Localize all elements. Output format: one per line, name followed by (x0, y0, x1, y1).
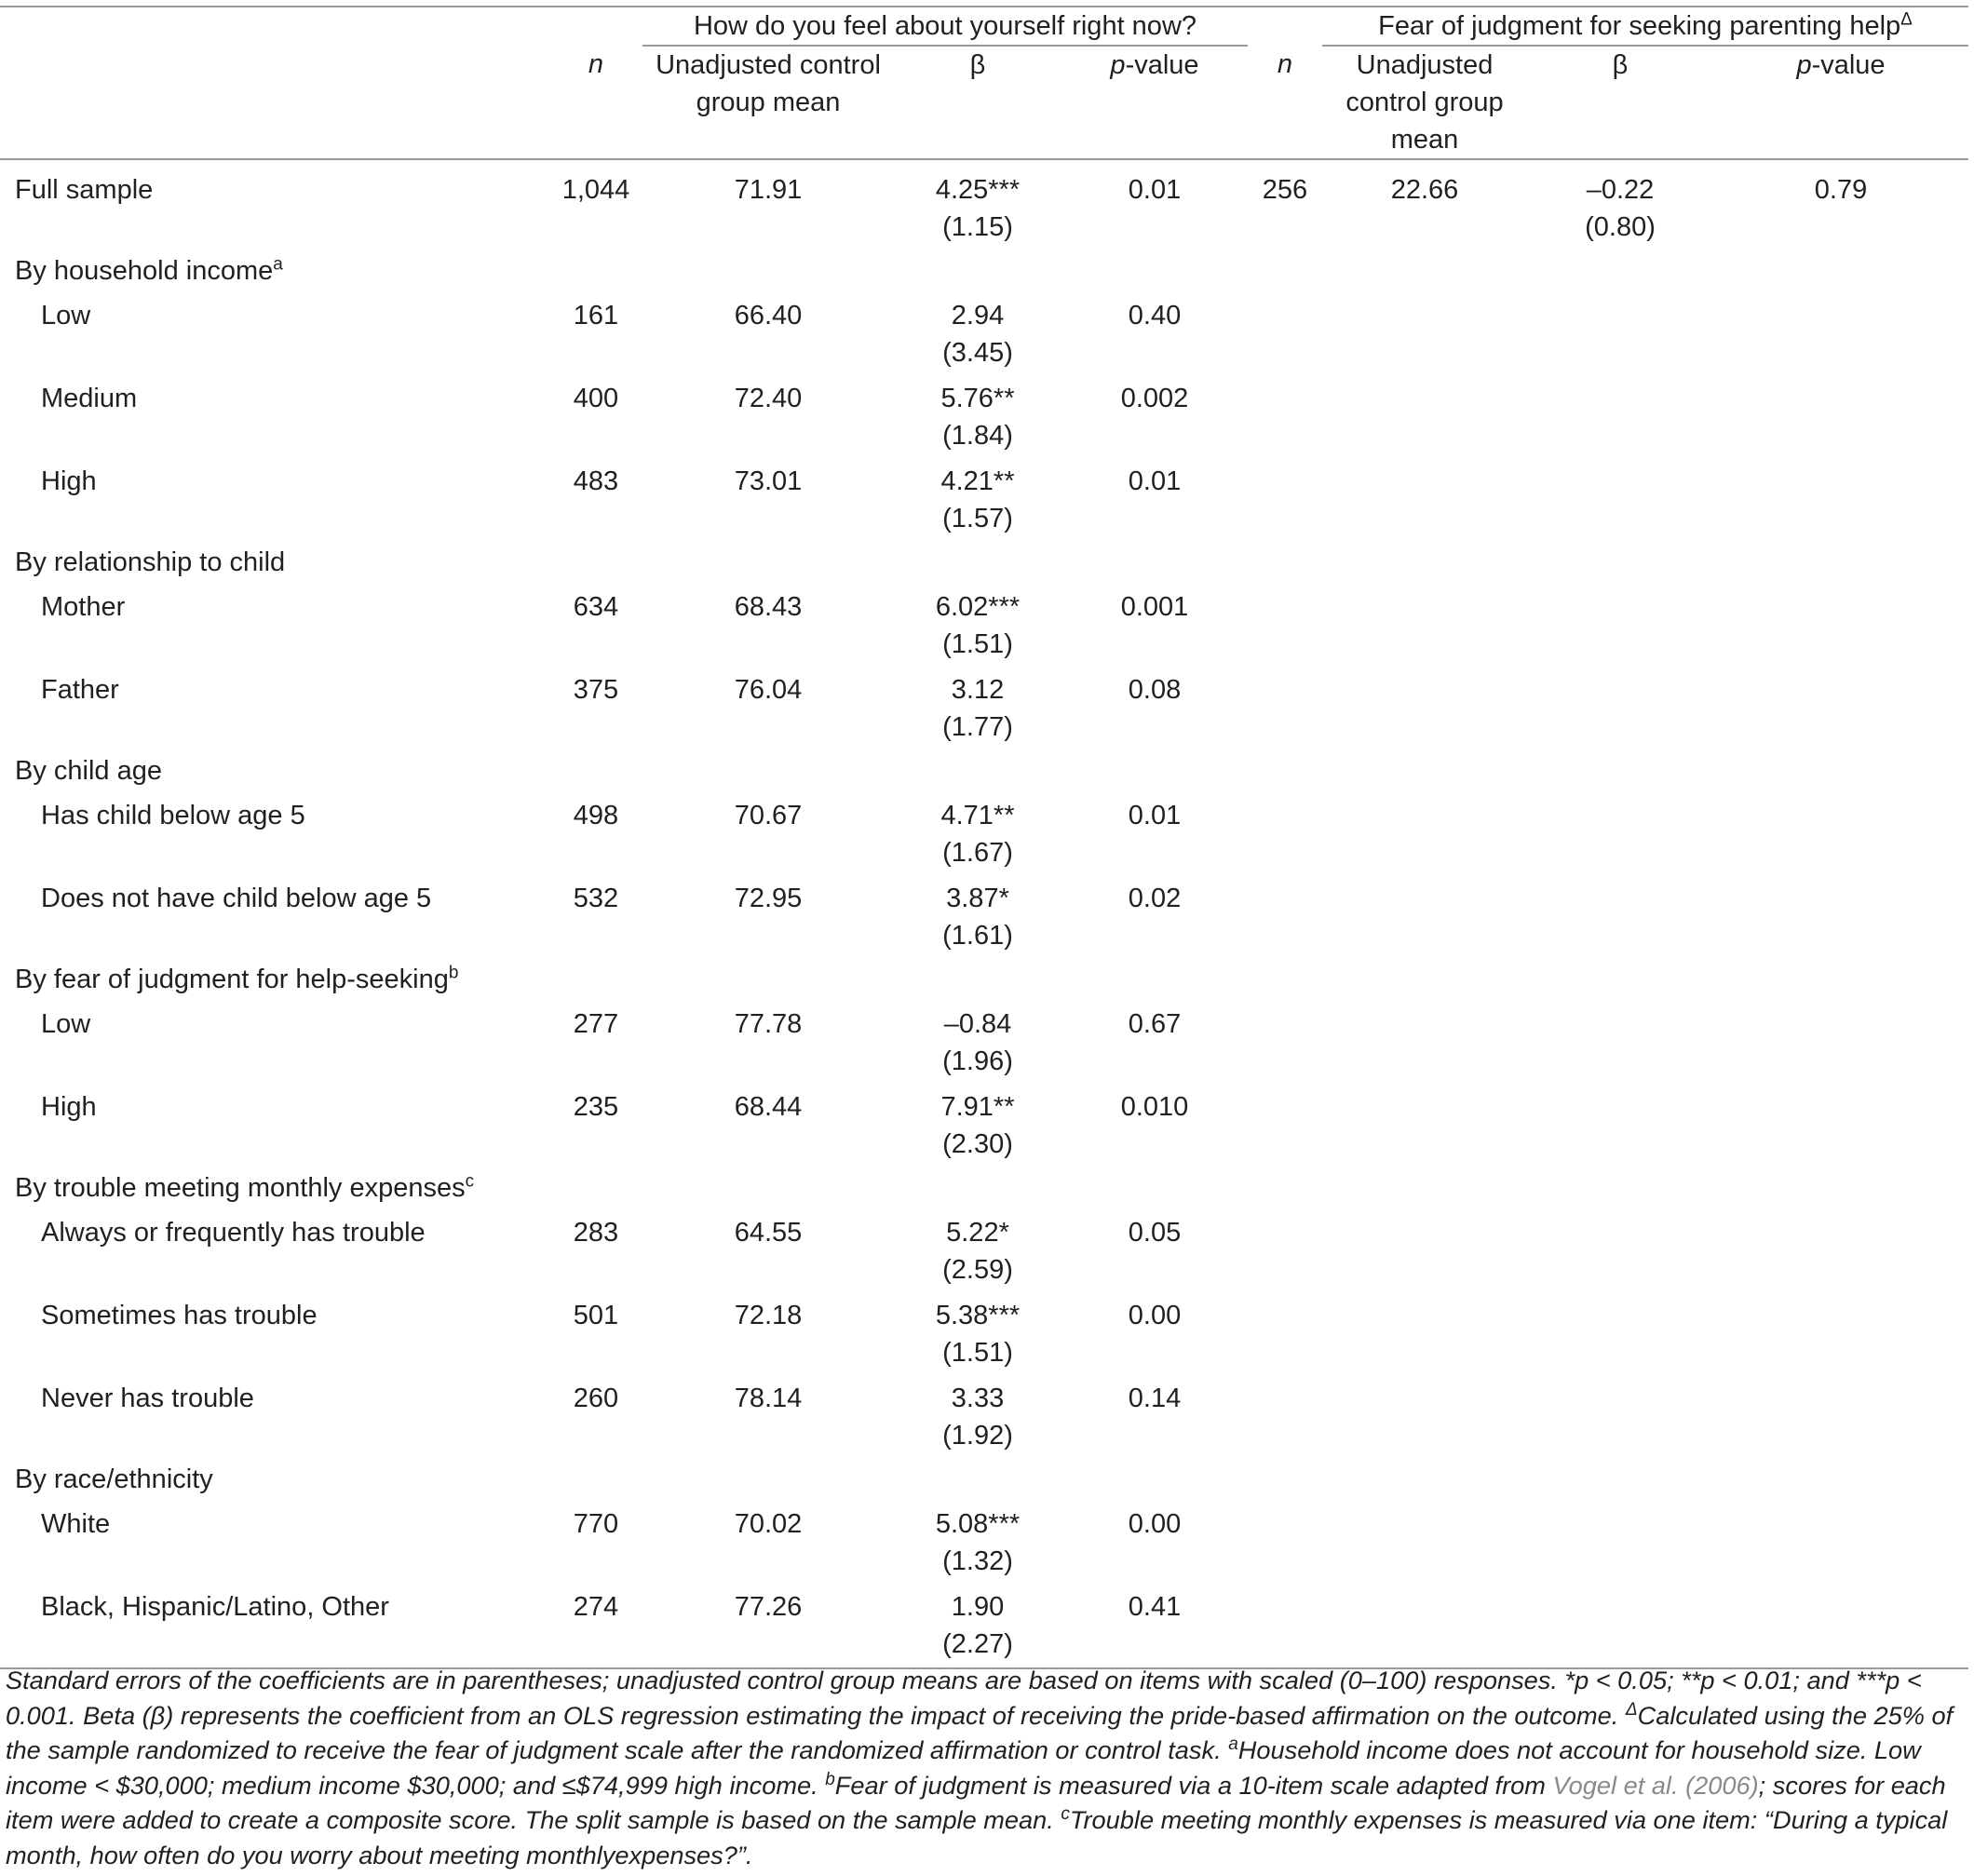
row-label: Has child below age 5 (41, 801, 305, 830)
standard-error: (1.67) (942, 838, 1013, 868)
section-header-row (0, 250, 1968, 293)
row-label: Medium (41, 384, 138, 413)
cell-mean-2 (1322, 1002, 1527, 1085)
cell-n: 498 (573, 801, 619, 830)
cell-p-value-2 (1713, 876, 1968, 959)
cell-n-2 (1248, 1502, 1322, 1585)
cell-n-2 (1248, 293, 1322, 376)
cell-p-value: 0.01 (1128, 175, 1182, 205)
standard-error: (2.59) (942, 1255, 1013, 1285)
table-row (0, 585, 1968, 668)
cell-n-2 (1248, 1002, 1322, 1085)
cell-n: 501 (573, 1301, 619, 1330)
cell-p-value-2 (1713, 1210, 1968, 1293)
standard-error: (2.27) (942, 1629, 1013, 1659)
col-beta: β (969, 50, 986, 80)
cell-beta (894, 1376, 1061, 1459)
cell-beta (894, 1085, 1061, 1167)
cell-n: 375 (573, 675, 619, 705)
section-header-row (0, 750, 1968, 793)
cell-p-value-2 (1713, 293, 1968, 376)
cell-p-value: 0.00 (1128, 1509, 1182, 1539)
cell-n: 283 (573, 1218, 619, 1248)
row-label: Black, Hispanic/Latino, Other (41, 1592, 389, 1622)
cell-n: 161 (573, 301, 619, 331)
cell-p-value: 0.001 (1120, 592, 1189, 622)
coefficient: 1.90 (951, 1592, 1005, 1622)
standard-error: (1.51) (942, 1338, 1013, 1368)
cell-p-value-2: 0.79 (1814, 175, 1868, 205)
cell-n: 260 (573, 1383, 619, 1413)
cell-mean: 66.40 (734, 301, 803, 331)
section-label: By relationship to child (15, 547, 286, 577)
cell-beta (894, 585, 1061, 668)
cell-n-2 (1248, 376, 1322, 459)
cell-p-value-2 (1713, 668, 1968, 750)
cell-mean: 64.55 (734, 1218, 803, 1248)
section-header-row (0, 1459, 1968, 1502)
section-label: By household income$^a$ (15, 254, 283, 286)
table-row (0, 1585, 1968, 1668)
cell-mean: 70.02 (734, 1509, 803, 1539)
col-n: n (588, 49, 604, 79)
coefficient: 5.38*** (935, 1301, 1021, 1330)
cell-p-value: 0.010 (1120, 1092, 1189, 1122)
cell-mean: 76.04 (734, 675, 803, 705)
col-mean: Unadjusted control group mean (656, 50, 881, 117)
table-row (0, 376, 1968, 459)
cell-mean-2 (1322, 1085, 1527, 1167)
coefficient: 3.12 (951, 675, 1005, 705)
coefficient: 4.21** (940, 466, 1015, 496)
standard-error: (1.57) (942, 504, 1013, 533)
cell-p-value-2 (1713, 1502, 1968, 1585)
cell-n: 634 (573, 592, 619, 622)
cell-n-2 (1248, 668, 1322, 750)
standard-error: (0.80) (1585, 212, 1656, 242)
table-row (0, 159, 1968, 250)
coefficient: 6.02*** (935, 592, 1021, 622)
cell-mean-2 (1322, 793, 1527, 876)
coefficient: 4.25*** (935, 175, 1021, 205)
cell-beta-2 (1527, 876, 1713, 959)
cell-beta-2 (1527, 793, 1713, 876)
cell-p-value: 0.08 (1128, 675, 1182, 705)
row-label: Does not have child below age 5 (41, 884, 432, 913)
standard-error: (1.32) (942, 1546, 1013, 1576)
cell-beta-2 (1527, 1585, 1713, 1668)
cell-mean-2 (1322, 876, 1527, 959)
results-table (0, 6, 1968, 1669)
row-label: High (41, 1092, 97, 1122)
coefficient: 3.33 (951, 1383, 1005, 1413)
section-label: By trouble meeting monthly expenses$^c$ (15, 1171, 475, 1203)
cell-beta-2 (1527, 1502, 1713, 1585)
cell-n: 235 (573, 1092, 619, 1122)
cell-p-value-2 (1713, 585, 1968, 668)
cell-p-value-2 (1713, 1585, 1968, 1668)
cell-n: 277 (573, 1009, 619, 1039)
cell-mean-2 (1322, 1585, 1527, 1668)
cell-p-value: 0.41 (1128, 1592, 1182, 1622)
col-p-value-2: p-value (1796, 50, 1886, 80)
cell-n-2 (1248, 1585, 1322, 1668)
cell-mean-2: 22.66 (1390, 175, 1459, 205)
col-p-value: p-value (1110, 50, 1199, 80)
cell-p-value-2 (1713, 1085, 1968, 1167)
cell-n-2 (1248, 585, 1322, 668)
cell-mean: 78.14 (734, 1383, 803, 1413)
cell-n: 770 (573, 1509, 619, 1539)
row-label: Never has trouble (41, 1383, 254, 1413)
cell-n-2 (1248, 876, 1322, 959)
coefficient: 3.87* (946, 884, 1009, 913)
cell-p-value: 0.02 (1128, 884, 1182, 913)
cell-p-value: 0.67 (1128, 1009, 1182, 1039)
row-label: Sometimes has trouble (41, 1301, 318, 1330)
standard-error: (1.96) (942, 1046, 1013, 1076)
row-label: High (41, 466, 97, 496)
cell-beta (894, 293, 1061, 376)
cell-beta-2 (1527, 293, 1713, 376)
row-label: White (41, 1509, 111, 1539)
cell-n-2 (1248, 793, 1322, 876)
cell-beta (894, 1210, 1061, 1293)
cell-n: 532 (573, 884, 619, 913)
cell-n: 1,044 (561, 175, 630, 205)
cell-beta-2 (1527, 1085, 1713, 1167)
table-row (0, 1502, 1968, 1585)
cell-beta-2 (1527, 159, 1713, 250)
cell-mean: 68.43 (734, 592, 803, 622)
table-row (0, 1210, 1968, 1293)
standard-error: (2.30) (942, 1129, 1013, 1159)
cell-n: 400 (573, 384, 619, 413)
cell-beta (894, 668, 1061, 750)
column-group-header (0, 7, 1968, 46)
coefficient: –0.22 (1586, 175, 1655, 205)
cell-beta-2 (1527, 1293, 1713, 1376)
cell-beta-2 (1527, 1210, 1713, 1293)
cell-p-value-2 (1713, 459, 1968, 542)
cell-p-value: 0.14 (1128, 1383, 1182, 1413)
cell-beta-2 (1527, 459, 1713, 542)
standard-error: (1.61) (942, 921, 1013, 951)
coefficient: 5.76** (940, 384, 1015, 413)
table-row (0, 876, 1968, 959)
standard-error: (1.84) (942, 421, 1013, 451)
cell-n: 483 (573, 466, 619, 496)
cell-n-2 (1248, 1210, 1322, 1293)
cell-p-value: 0.01 (1128, 801, 1182, 830)
cell-mean: 71.91 (734, 175, 803, 205)
cell-beta (894, 159, 1061, 250)
table-row (0, 293, 1968, 376)
row-label: Low (41, 301, 91, 331)
coefficient: 2.94 (951, 301, 1005, 331)
row-label: Low (41, 1009, 91, 1039)
cell-p-value: 0.05 (1128, 1218, 1182, 1248)
cell-mean: 72.40 (734, 384, 803, 413)
table-footnote: Standard errors of the coefficients are in parentheses; unadjusted control group means are based on items with scaled (0–100) responses. *p < 0.05; **p < 0.01; and ***p < 0.001. Beta (β) represents the coefficient from an OLS regression estimating the impact of receiving the pride-based affirmation on the outcome. $^\Delta$Calculated using the 25% of the sample randomized to receive the fear of judgment scale after the randomized affirmation or control task. $^a$Household income does not account for household size. Low income < $30,000; medium income $30,000; and ≤$74,999 high income. $^b$Fear of judgment is measured via a 10-item scale adapted from Vogel et al. (2006); scores for each item were added to create a composite score. The split sample is based on the sample mean. $^c$Trouble meeting monthly expenses is measured via one item: “During a typical month, how often do you worry about meeting monthlyexpenses?”. (6, 1666, 1954, 1869)
standard-error: (1.77) (942, 712, 1013, 742)
coefficient: 4.71** (940, 801, 1015, 830)
cell-p-value-2 (1713, 376, 1968, 459)
cell-n-2 (1248, 1085, 1322, 1167)
cell-p-value: 0.01 (1128, 466, 1182, 496)
cell-mean-2 (1322, 459, 1527, 542)
table-row (0, 668, 1968, 750)
cell-mean-2 (1322, 585, 1527, 668)
coefficient: 5.08*** (935, 1509, 1021, 1539)
cell-mean-2 (1322, 1502, 1527, 1585)
standard-error: (1.92) (942, 1421, 1013, 1451)
cell-p-value-2 (1713, 1376, 1968, 1459)
cell-n: 274 (573, 1592, 619, 1622)
row-label: Father (41, 675, 119, 705)
cell-beta (894, 1293, 1061, 1376)
cell-mean-2 (1322, 1376, 1527, 1459)
cell-mean: 72.18 (734, 1301, 803, 1330)
cell-mean-2 (1322, 1210, 1527, 1293)
table-row (0, 1376, 1968, 1459)
cell-p-value: 0.00 (1128, 1301, 1182, 1330)
table-body (0, 159, 1968, 1668)
cell-n-2 (1248, 1376, 1322, 1459)
cell-beta-2 (1527, 668, 1713, 750)
cell-mean: 73.01 (734, 466, 803, 496)
column-header-row (0, 46, 1968, 159)
cell-beta (894, 1002, 1061, 1085)
section-header-row (0, 542, 1968, 585)
cell-p-value-2 (1713, 1293, 1968, 1376)
cell-beta (894, 1585, 1061, 1668)
cell-mean-2 (1322, 293, 1527, 376)
coefficient: –0.84 (943, 1009, 1012, 1039)
cell-mean-2 (1322, 376, 1527, 459)
section-label: By fear of judgment for help-seeking$^b$ (15, 963, 459, 994)
table-row (0, 459, 1968, 542)
standard-error: (1.51) (942, 629, 1013, 659)
cell-mean: 68.44 (734, 1092, 803, 1122)
cell-beta (894, 459, 1061, 542)
group1-title: How do you feel about yourself right now? (642, 7, 1248, 46)
cell-p-value: 0.002 (1120, 384, 1189, 413)
cell-p-value-2 (1713, 1002, 1968, 1085)
cell-mean-2 (1322, 1293, 1527, 1376)
cell-beta (894, 376, 1061, 459)
coefficient: 5.22* (946, 1218, 1009, 1248)
table-row (0, 1002, 1968, 1085)
cell-beta-2 (1527, 1002, 1713, 1085)
table-row (0, 1293, 1968, 1376)
cell-mean: 77.26 (734, 1592, 803, 1622)
section-label: By race/ethnicity (15, 1464, 213, 1494)
cell-n-2 (1248, 1293, 1322, 1376)
table-row (0, 793, 1968, 876)
cell-p-value: 0.40 (1128, 301, 1182, 331)
col-mean-2: Unadjusted control group mean (1345, 50, 1504, 155)
col-beta-2: β (1612, 50, 1629, 80)
group2-title: Fear of judgment for seeking parenting help$^\Delta$ (1322, 7, 1968, 46)
row-label: Mother (41, 592, 126, 622)
section-label: By child age (15, 756, 162, 786)
section-header-row (0, 959, 1968, 1002)
cell-mean-2 (1322, 668, 1527, 750)
cell-beta (894, 876, 1061, 959)
cell-n-2: 256 (1262, 175, 1308, 205)
cell-n-2 (1248, 459, 1322, 542)
reference-link[interactable]: Vogel et al. (2006) (1552, 1770, 1759, 1800)
cell-mean: 77.78 (734, 1009, 803, 1039)
coefficient: 7.91** (940, 1092, 1015, 1122)
row-label: Full sample (15, 175, 154, 205)
section-header-row (0, 1167, 1968, 1210)
row-label: Always or frequently has trouble (41, 1218, 426, 1248)
cell-mean: 70.67 (734, 801, 803, 830)
cell-mean: 72.95 (734, 884, 803, 913)
cell-beta (894, 1502, 1061, 1585)
cell-beta-2 (1527, 585, 1713, 668)
cell-p-value-2 (1713, 793, 1968, 876)
table-row (0, 1085, 1968, 1167)
standard-error: (3.45) (942, 338, 1013, 368)
standard-error: (1.15) (942, 212, 1013, 242)
col-n-2: n (1277, 49, 1293, 79)
cell-beta-2 (1527, 376, 1713, 459)
cell-beta-2 (1527, 1376, 1713, 1459)
cell-beta (894, 793, 1061, 876)
